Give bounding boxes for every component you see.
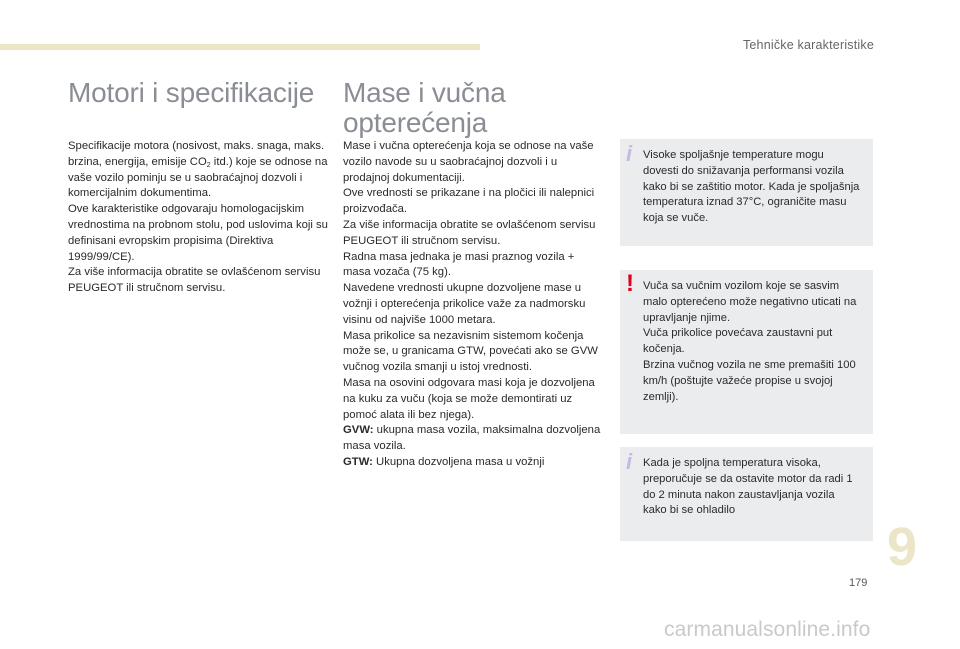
mase-paragraph-2: Ove vrednosti se prikazane i na pločici ili nalepnici proizvođača. (343, 187, 595, 216)
mase-gvw-definition: GVW: ukupna masa vozila, maksimalna dozvoljena masa vozila. (343, 424, 601, 453)
info-box-temperature: i Visoke spoljašnje temperature mogu dovesti do snižavanja performansi vozila kako bi se zaštitio motor. Kada je spoljašnja temperatura iznad 37°C, ograničite masu koja se vuče. (620, 139, 873, 246)
mase-paragraph-1: Mase i vučna opterećenja koja se odnose na vaše vozilo navode su u saobraćajnoj dozvoli i u prodajnoj dokumentaciji. (343, 140, 594, 184)
mase-paragraph-3: Za više informacija obratite se ovlašćenom servisu PEUGEOT ili stručnom servisu. (343, 218, 596, 247)
info-icon: i (626, 449, 633, 474)
info-box-cooling: i Kada je spoljna temperatura visoka, preporučuje se da ostavite motor da radi 1 do 2 minuta nakon zaustavljanja vozila kako bi se ohladilo (620, 447, 873, 541)
warning-box-towing: ! Vuča sa vučnim vozilom koje se sasvim malo opterećeno može negativno uticati na upravljanje njime. Vuča prikolice povećava zaustavni put kočenja. Brzina vučnog vozila ne sme premašiti 100 km/h (poštujte važeće propise u svojoj zemlji). (620, 270, 873, 434)
motori-paragraph-2: Ove karakteristike odgovaraju homologacijskim vrednostima na probnom stolu, pod uslovima koji su definisani evropskim propisima (Direktiva 1999/99/CE). (68, 203, 328, 263)
mase-paragraph-6: Masa prikolice sa nezavisnim sistemom kočenja može se, u granicama GTW, povećati ako se GVW vučnog vozila smanji u istoj vrednosti. (343, 329, 598, 374)
chapter-title: Tehničke karakteristike (742, 38, 874, 52)
watermark: carmanualsonline.info (664, 618, 871, 641)
info-icon: i (626, 141, 633, 166)
warning-icon: ! (626, 270, 634, 297)
heading-mase: Mase i vučna opterećenja (343, 77, 506, 138)
chapter-number: 9 (887, 517, 918, 577)
page-number: 179 (849, 577, 868, 589)
mase-paragraph-5: Navedene vrednosti ukupne dozvoljene mase u vožnji i opterećenja prikolice važe za nadmorsku visinu od najviše 1000 metara. (343, 282, 586, 326)
mase-text (343, 139, 603, 471)
mase-gtw-definition: GTW: Ukupna dozvoljena masa u vožnji (343, 455, 545, 468)
heading-motori: Motori i specifikacije (68, 77, 315, 108)
mase-paragraph-4: Radna masa jednaka je masi praznog vozila + masa vozača (75 kg). (343, 250, 575, 279)
mase-paragraph-7: Masa na osovini odgovara masi koja je dozvoljena na kuku za vuču (koja se može demontirati uz pomoć alata ili bez njega). (343, 376, 595, 421)
top-accent-bar (0, 44, 480, 50)
motori-paragraph-1: Specifikacije motora (nosivost, maks. snaga, maks. brzina, energija, emisije $CO_2$ itd.) koje se odnose na vaše vozilo pominju se u saobraćajnoj dozvoli i komercijalnim dokumentima. (68, 140, 328, 200)
motori-text (68, 139, 328, 297)
motori-paragraph-3: Za više informacija obratite se ovlašćenom servisu PEUGEOT ili stručnom servisu. (68, 266, 321, 295)
